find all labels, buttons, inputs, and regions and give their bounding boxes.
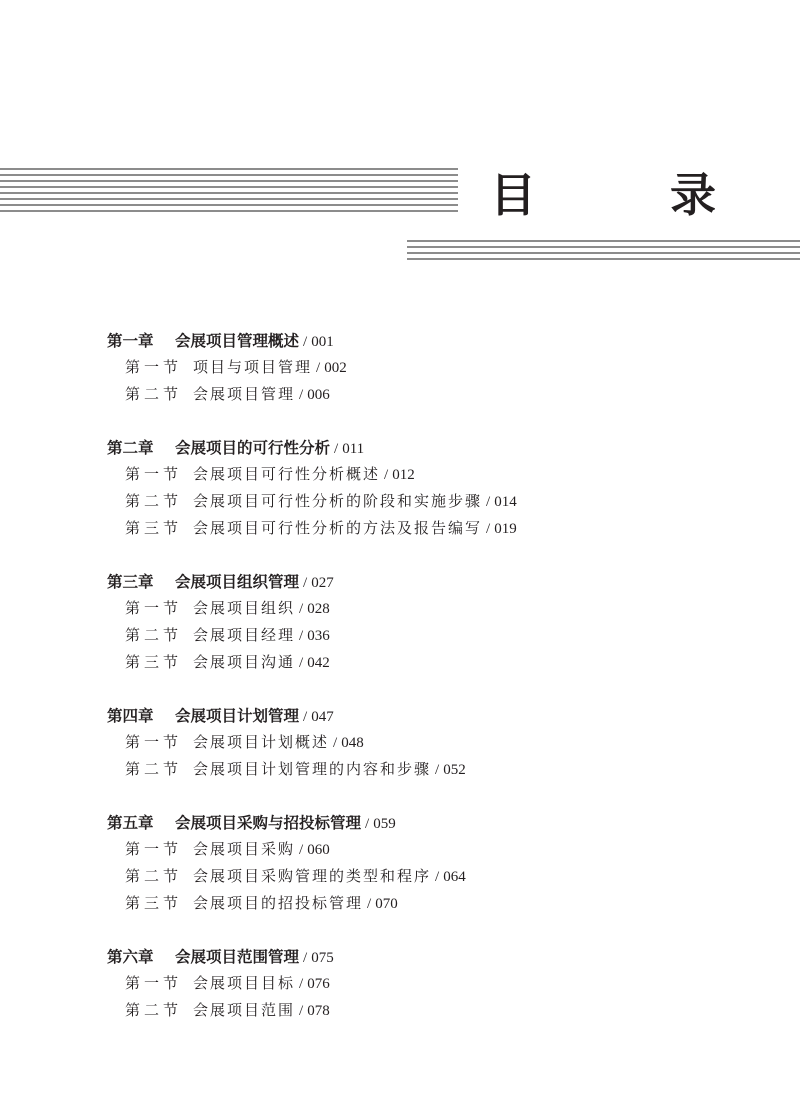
- section-page-number: 060: [307, 842, 330, 858]
- section-label: 第二节: [125, 1001, 183, 1019]
- section-label: 第一节: [125, 599, 183, 617]
- section-page-number: 078: [307, 1003, 330, 1019]
- chapter-title: 会展项目范围管理: [175, 947, 300, 966]
- section-page-number: 048: [341, 735, 364, 751]
- section-label: 第二节: [125, 760, 183, 778]
- section-page-number: 002: [324, 360, 347, 376]
- section-page-number: 014: [494, 494, 517, 510]
- chapter-entry[interactable]: [107, 943, 767, 970]
- separator: /: [365, 816, 370, 832]
- separator: /: [299, 655, 304, 671]
- section-title: 会展项目可行性分析概述: [193, 465, 381, 483]
- section-entry[interactable]: [107, 354, 767, 381]
- section-entry[interactable]: [107, 488, 767, 515]
- section-page-number: 019: [494, 521, 517, 537]
- section-entry[interactable]: [107, 890, 767, 917]
- section-page-number: 036: [307, 628, 330, 644]
- section-page-number: 006: [307, 387, 330, 403]
- section-title: 会展项目目标: [193, 974, 296, 992]
- separator: /: [299, 1003, 304, 1019]
- toc-chapter: [107, 809, 767, 917]
- section-title: 会展项目采购管理的类型和程序: [193, 867, 432, 885]
- chapter-label: 第六章: [107, 947, 154, 966]
- section-title: 会展项目计划管理的内容和步骤: [193, 760, 432, 778]
- section-entry[interactable]: [107, 970, 767, 997]
- separator: /: [299, 842, 304, 858]
- section-title: 会展项目范围: [193, 1001, 296, 1019]
- section-label: 第一节: [125, 358, 183, 376]
- chapter-entry[interactable]: [107, 568, 767, 595]
- chapter-title: 会展项目采购与招投标管理: [175, 813, 362, 832]
- section-title: 会展项目经理: [193, 626, 296, 644]
- separator: /: [334, 441, 339, 457]
- separator: /: [435, 762, 440, 778]
- section-title: 会展项目沟通: [193, 653, 296, 671]
- separator: /: [299, 601, 304, 617]
- separator: /: [303, 334, 308, 350]
- toc-chapter: [107, 434, 767, 542]
- separator: /: [299, 387, 304, 403]
- separator: /: [303, 950, 308, 966]
- chapter-entry[interactable]: [107, 327, 767, 354]
- chapter-label: 第五章: [107, 813, 154, 832]
- section-label: 第一节: [125, 840, 183, 858]
- chapter-page-number: 047: [311, 709, 334, 725]
- separator: /: [486, 494, 491, 510]
- chapter-label: 第三章: [107, 572, 154, 591]
- section-entry[interactable]: [107, 836, 767, 863]
- section-label: 第一节: [125, 733, 183, 751]
- section-entry[interactable]: [107, 461, 767, 488]
- section-title: 会展项目的招投标管理: [193, 894, 364, 912]
- section-entry[interactable]: [107, 997, 767, 1024]
- decorative-lines-bottom: [407, 240, 800, 264]
- section-entry[interactable]: [107, 756, 767, 783]
- section-entry[interactable]: [107, 863, 767, 890]
- section-page-number: 076: [307, 976, 330, 992]
- section-label: 第一节: [125, 465, 183, 483]
- section-page-number: 028: [307, 601, 330, 617]
- separator: /: [333, 735, 338, 751]
- section-label: 第三节: [125, 519, 183, 537]
- separator: /: [299, 976, 304, 992]
- separator: /: [367, 896, 372, 912]
- page-title: 目 录: [490, 168, 760, 222]
- section-title: 会展项目管理: [193, 385, 296, 403]
- toc-chapter: [107, 327, 767, 408]
- section-entry[interactable]: [107, 381, 767, 408]
- separator: /: [316, 360, 321, 376]
- chapter-label: 第一章: [107, 331, 154, 350]
- chapter-entry[interactable]: [107, 434, 767, 461]
- chapter-label: 第四章: [107, 706, 154, 725]
- chapter-title: 会展项目计划管理: [175, 706, 300, 725]
- section-label: 第二节: [125, 626, 183, 644]
- section-page-number: 042: [307, 655, 330, 671]
- section-title: 会展项目采购: [193, 840, 296, 858]
- separator: /: [384, 467, 389, 483]
- chapter-label: 第二章: [107, 438, 154, 457]
- section-title: 会展项目计划概述: [193, 733, 330, 751]
- separator: /: [303, 575, 308, 591]
- separator: /: [435, 869, 440, 885]
- section-entry[interactable]: [107, 729, 767, 756]
- chapter-page-number: 027: [311, 575, 334, 591]
- separator: /: [486, 521, 491, 537]
- section-title: 会展项目组织: [193, 599, 296, 617]
- section-entry[interactable]: [107, 515, 767, 542]
- section-entry[interactable]: [107, 595, 767, 622]
- section-label: 第一节: [125, 974, 183, 992]
- chapter-entry[interactable]: [107, 809, 767, 836]
- section-label: 第二节: [125, 867, 183, 885]
- chapter-page-number: 059: [373, 816, 396, 832]
- chapter-page-number: 001: [311, 334, 334, 350]
- separator: /: [303, 709, 308, 725]
- section-entry[interactable]: [107, 649, 767, 676]
- section-label: 第三节: [125, 653, 183, 671]
- chapter-title: 会展项目管理概述: [175, 331, 300, 350]
- section-title: 会展项目可行性分析的方法及报告编写: [193, 519, 483, 537]
- toc-chapter: [107, 568, 767, 676]
- section-label: 第二节: [125, 492, 183, 510]
- section-page-number: 070: [375, 896, 398, 912]
- table-of-contents: [107, 327, 767, 1050]
- section-page-number: 012: [392, 467, 415, 483]
- toc-chapter: [107, 943, 767, 1024]
- chapter-title: 会展项目组织管理: [175, 572, 300, 591]
- section-title: 项目与项目管理: [193, 358, 313, 376]
- toc-chapter: [107, 702, 767, 783]
- section-entry[interactable]: [107, 622, 767, 649]
- section-label: 第三节: [125, 894, 183, 912]
- chapter-page-number: 075: [311, 950, 334, 966]
- separator: /: [299, 628, 304, 644]
- decorative-lines-top: [0, 168, 458, 216]
- section-title: 会展项目可行性分析的阶段和实施步骤: [193, 492, 483, 510]
- chapter-entry[interactable]: [107, 702, 767, 729]
- section-page-number: 064: [443, 869, 466, 885]
- chapter-page-number: 011: [342, 441, 365, 457]
- section-label: 第二节: [125, 385, 183, 403]
- section-page-number: 052: [443, 762, 466, 778]
- chapter-title: 会展项目的可行性分析: [175, 438, 331, 457]
